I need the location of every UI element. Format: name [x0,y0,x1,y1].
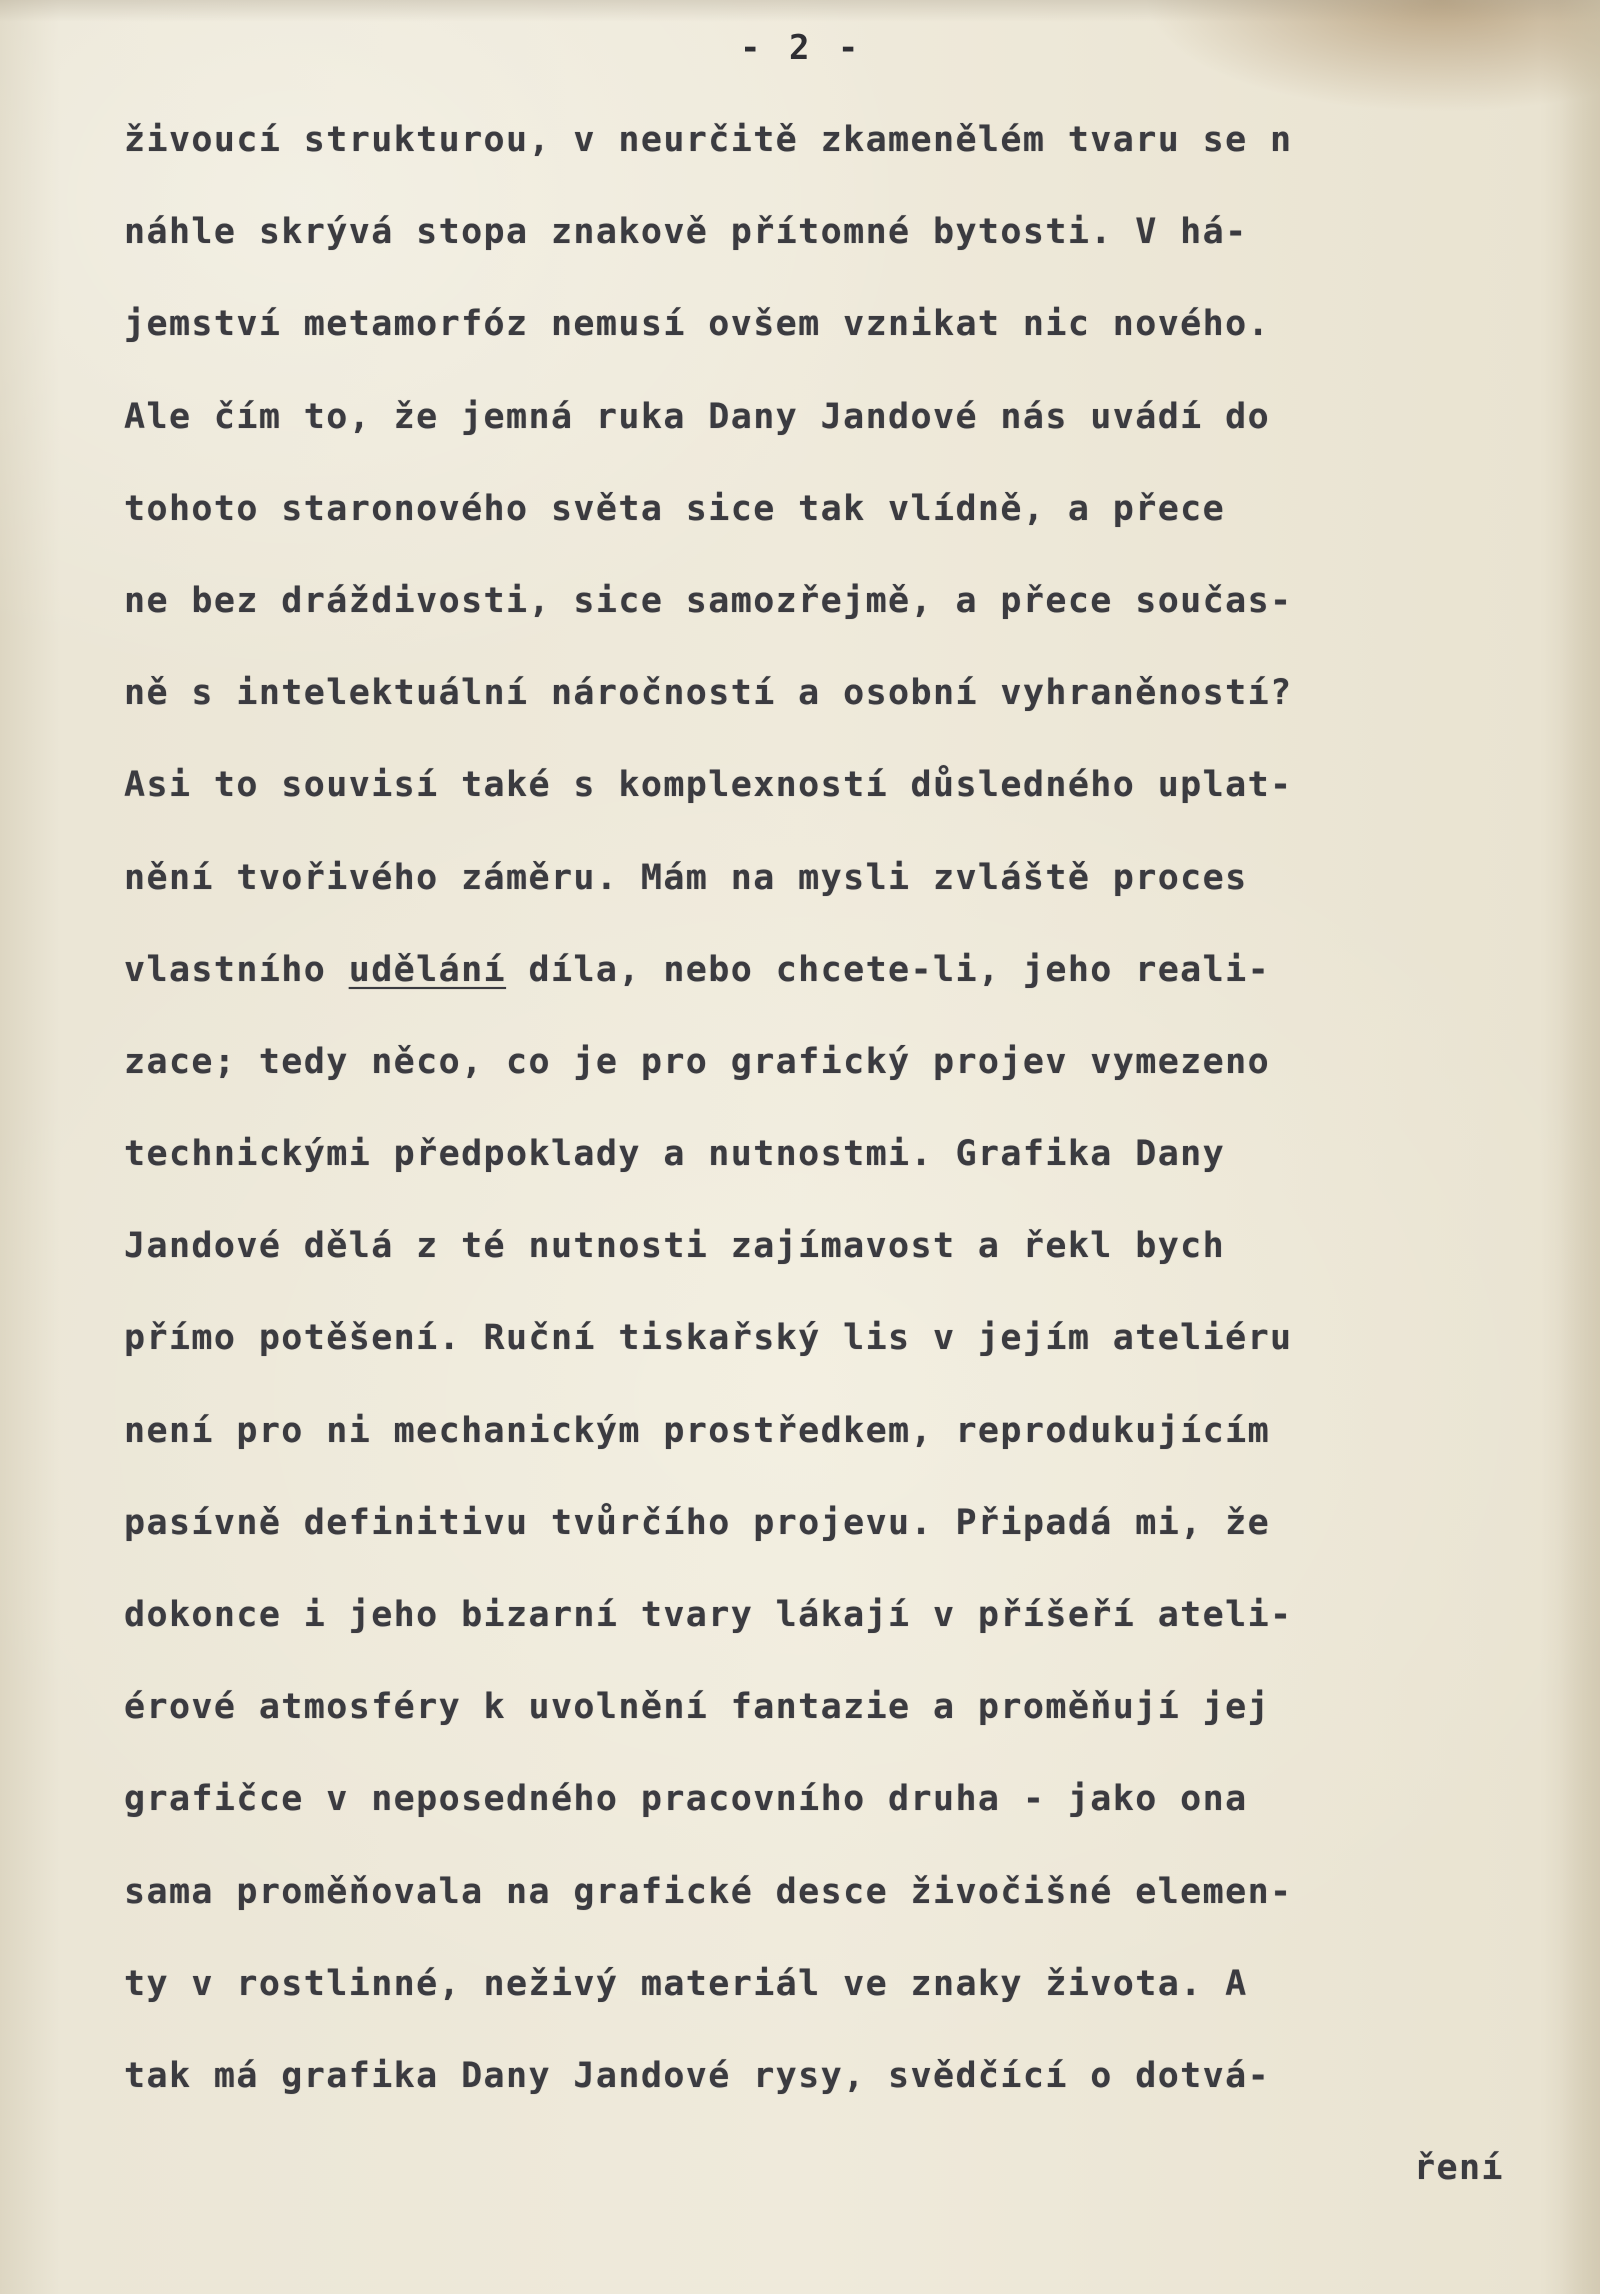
page-number: - 2 - [740,28,863,68]
text-line: ty v rostlinné, neživý materiál ve znaky života. A [124,1963,1248,2004]
text-line: jemství metamorfóz nemusí ovšem vznikat nic nového. [124,304,1271,345]
text-line: érové atmosféry k uvolnění fantazie a proměňují jej [124,1687,1271,1728]
text-line: náhle skrývá stopa znakově přítomné bytosti. V há- [124,212,1248,253]
text-line: živoucí strukturou, v neurčitě zkamenělém tvaru se n [124,120,1293,160]
text-line: ně s intelektuální náročností a osobní vyhraněností? [124,673,1293,714]
text-line: tak má grafika Dany Jandové rysy, svědčící o dotvá- [124,2055,1271,2096]
text-line: není pro ni mechanickým prostředkem, reprodukujícím [124,1410,1271,1451]
text-line: nění tvořivého záměru. Mám na mysli zvláště proces [124,857,1248,898]
text-line: pasívně definitivu tvůrčího projevu. Připadá mi, že [124,1502,1271,1543]
catchword: ření [1414,2148,1504,2189]
text-line: tohoto staronového světa sice tak vlídně, a přece [124,488,1226,529]
text-line: zace; tedy něco, co je pro grafický projev vymezeno [124,1041,1271,1082]
text-line: grafičce v neposedného pracovního druha - jako ona [124,1779,1248,1820]
typed-text-body [124,110,1584,2230]
text-line: Asi to souvisí také s komplexností důsledného uplat- [124,765,1293,806]
text-line-with-underline [124,940,1584,1032]
text-line: sama proměňovala na grafické desce živočišné elemen- [124,1871,1293,1912]
text-segment: vlastního [124,949,349,990]
text-line: přímo potěšení. Ruční tiskařský lis v jejím ateliéru [124,1318,1293,1359]
text-line: dokonce i jeho bizarní tvary lákají v příšeří ateli- [124,1595,1293,1635]
paper-fold-shadow [0,0,1600,22]
underlined-word: udělání [348,949,507,990]
text-line: ne bez dráždivosti, sice samozřejmě, a přece součas- [124,580,1293,621]
text-line: Jandové dělá z té nutnosti zajímavost a řekl bych [124,1226,1226,1267]
text-line: Ale čím to, že jemná ruka Dany Jandové nás uvádí do [124,396,1271,437]
text-segment: díla, nebo chcete-li, jeho reali- [506,949,1271,990]
text-line: technickými předpoklady a nutnostmi. Grafika Dany [124,1134,1226,1175]
